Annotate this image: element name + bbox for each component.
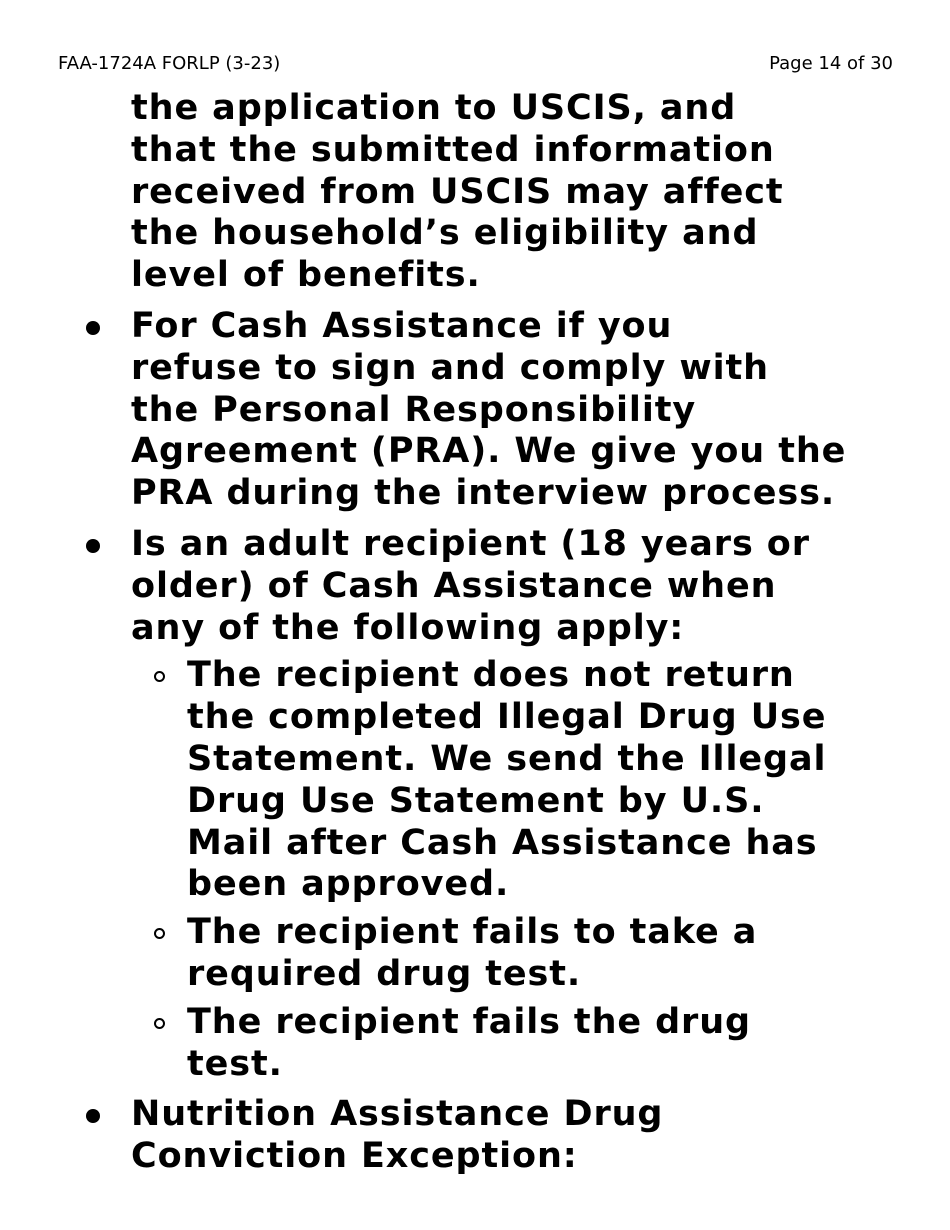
continuation-paragraph (131, 88, 920, 297)
text-line: test. (187, 1043, 283, 1084)
text-line: level of benefits. (131, 255, 481, 296)
text-line: For Cash Assistance if you (131, 305, 673, 346)
document-body (0, 88, 950, 1178)
text-line: Statement. We send the Illegal (187, 738, 827, 779)
bullet-icon (86, 539, 100, 553)
hollow-bullet-icon (154, 928, 165, 939)
text-line: Is an adult recipient (18 years or (131, 523, 810, 564)
text-line: the completed Illegal Drug Use (187, 697, 827, 738)
text-line: the application to USCIS, and (131, 88, 737, 128)
bullet-item-drug-conviction (131, 1094, 920, 1178)
text-line: The recipient fails the drug (187, 1001, 751, 1042)
page-number: Page 14 of 30 (769, 53, 893, 74)
text-line: refuse to sign and comply with (131, 347, 769, 388)
bullet-item-adult-recipient (131, 524, 920, 649)
bullet-icon (86, 1109, 100, 1123)
text-line: Nutrition Assistance Drug (131, 1094, 664, 1135)
text-line: older) of Cash Assistance when (131, 565, 777, 606)
sub-item-fails-to-take-test (187, 912, 920, 996)
text-line: Drug Use Statement by U.S. (187, 780, 765, 821)
text-line: the Personal Responsibility (131, 389, 697, 430)
text-line: any of the following apply: (131, 607, 685, 648)
form-id: FAA-1724A FORLP (3-23) (58, 53, 281, 74)
hollow-bullet-icon (154, 671, 165, 682)
text-line: Mail after Cash Assistance has (187, 822, 818, 863)
sub-item-fails-test (187, 1002, 920, 1086)
hollow-bullet-icon (154, 1018, 165, 1029)
text-line: Conviction Exception: (131, 1136, 578, 1177)
bullet-item-pra (131, 306, 920, 515)
text-line: been approved. (187, 864, 510, 905)
page-header (58, 52, 893, 76)
sub-item-statement (187, 655, 920, 906)
text-line: required drug test. (187, 953, 582, 994)
text-line: PRA during the interview process. (131, 473, 836, 514)
text-line: the household’s eligibility and (131, 213, 759, 254)
text-line: Agreement (PRA). We give you the (131, 431, 847, 472)
text-line: The recipient does not return (187, 655, 795, 696)
text-line: that the submitted information (131, 129, 775, 170)
bullet-icon (86, 321, 100, 335)
text-line: The recipient fails to take a (187, 912, 758, 953)
text-line: received from USCIS may affect (131, 171, 784, 212)
